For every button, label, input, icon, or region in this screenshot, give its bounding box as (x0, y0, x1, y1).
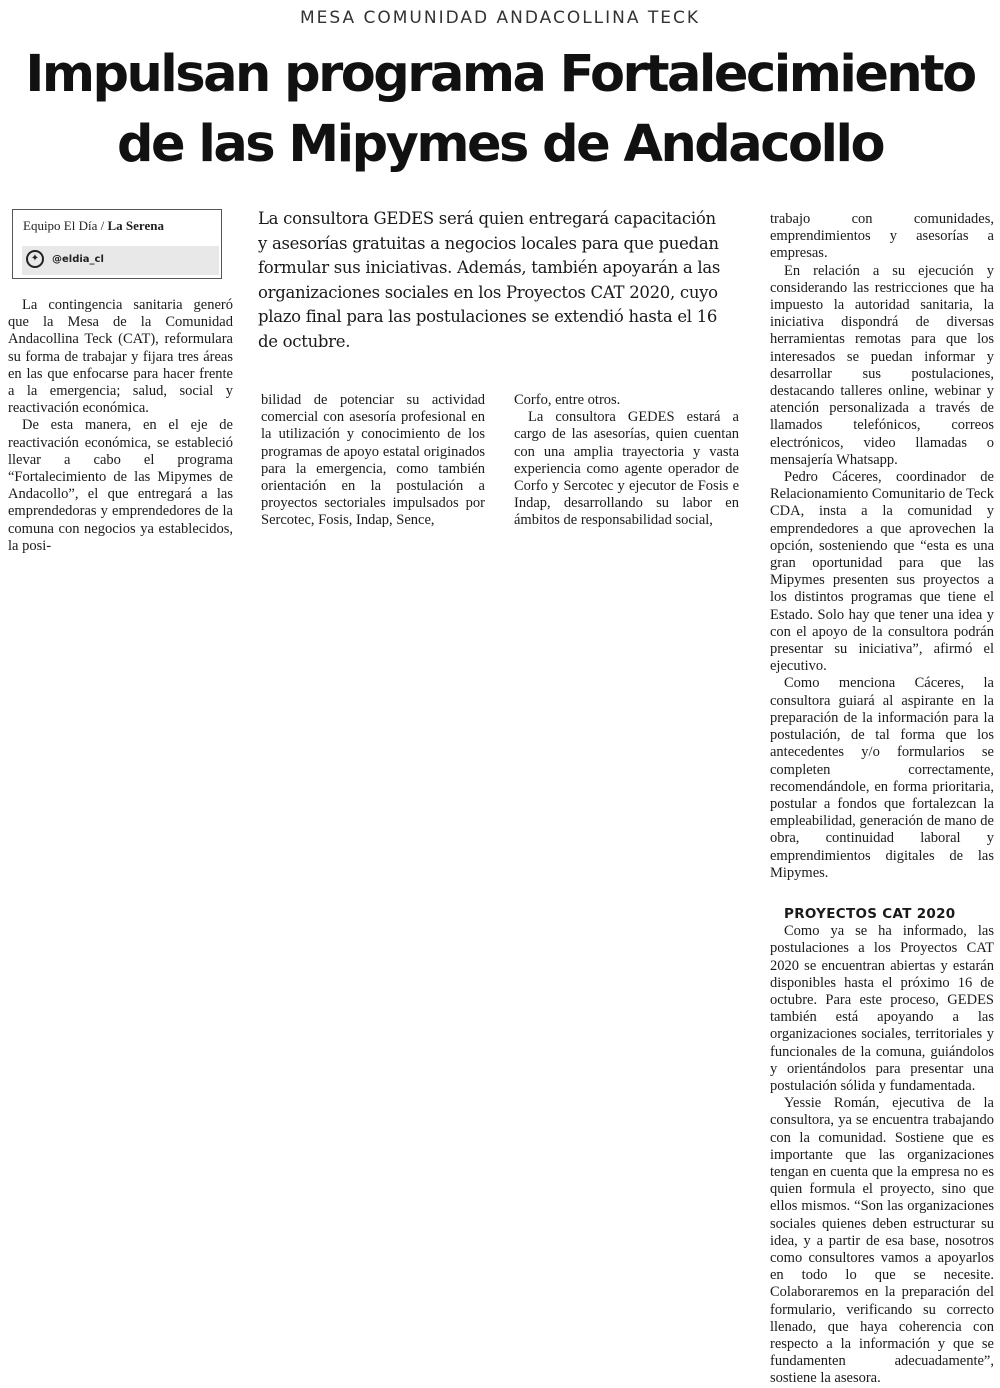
social-bar (22, 246, 219, 275)
body-column-1 (8, 297, 233, 555)
body-paragraph: En relación a su ejecución y considerando las restricciones que ha impuesto la autoridad sanitaria, la iniciativa dispondrá de diversas herramientas remotas para que los interesados se puedan informar y desarrollar sus postulaciones, destacando talleres online, webinar y atención personalizada a través de llamados telefónicos, correos electrónicos, video llamadas o mensajería Whatsapp. (770, 262, 994, 468)
lead-paragraph: La consultora GEDES será quien entregará capacitación y asesorías gratuitas a negocios locales para que puedan formular sus iniciativas. Además, también apoyarán a las organizaciones sociales en los Proyectos CAT 2020, cuyo plazo final para las postulaciones se extendió hasta el 16 de octubre. (258, 209, 721, 351)
body-paragraph: Como menciona Cáceres, la consultora guiará al aspirante en la preparación de la información para la postulación, de tal forma que los antecedentes y/o formularios se completen correctamente, recomendándole, en forma prioritaria, postular a fondos que fortalezcan la empleabilidad, generación de mano de obra, continuidad laboral y emprendimientos digitales de las Mipymes. (770, 675, 994, 881)
body-column-2 (261, 392, 485, 530)
body-paragraph: Pedro Cáceres, coordinador de Relacionamiento Comunitario de Teck CDA, insta a la comunidad y emprendedores a que aprovechen la opción, sosteniendo que “esta es una gran oportunidad para que las Mipymes presenten sus proyectos a los distintos programas que tiene el Estado. Solo hay que tener una idea y con el apoyo de la consultora podrán presentar su iniciativa”, afirmó el ejecutivo. (770, 469, 994, 675)
kicker: MESA COMUNIDAD ANDACOLLINA TECK (299, 8, 701, 28)
body-column-3 (514, 392, 739, 530)
body-paragraph: Yessie Román, ejecutiva de la consultora, ya se encuentra trabajando con la comunidad. Sostiene que es importante que las organizaciones tengan en cuenta que la empresa no es quien formula el proyecto, sino que ellos mismos. “Son las organizaciones sociales quienes deben estructurar su idea, y a partir de esa base, nosotros como consultores vamos a apoyarlos en todo lo que se necesite. Colaboraremos en la preparación del formulario, verificando su correcto llenado, que haya coherencia con respecto a la información y que se fundamenten adecuadamente”, sostiene la asesora. (770, 1095, 994, 1387)
body-paragraph: bilidad de potenciar su actividad comercial con asesoría profesional en la utilización y conocimiento de los programas de apoyo estatal originados para la emergencia, como también orientación en la postulación a proyectos sectoriales impulsados por Sercotec, Fosis, Indap, Sence, (261, 392, 485, 529)
twitter-handle[interactable]: @eldia_cl (52, 254, 104, 265)
byline-author: Equipo El Día (23, 218, 98, 233)
body-paragraph: De esta manera, en el eje de reactivación económica, se estableció llevar a cabo el programa “Fortalecimiento de las Mipymes de Andacollo”, el que entregará a las emprendedoras y emprendedores de la comuna con negocios ya establecidos, la posi- (8, 417, 233, 554)
body-paragraph: La contingencia sanitaria generó que la Mesa de la Comunidad Andacollina Teck (CAT), reformulara su forma de trabajar y fijara tres áreas en las que enfocarse para hacer frente a la emergencia; salud, social y reactivación económica. (8, 297, 233, 417)
section-subhead: PROYECTOS CAT 2020 (784, 905, 956, 922)
byline-location: La Serena (107, 218, 164, 233)
headline-line-2: de las Mipymes de Andacollo (116, 115, 883, 174)
body-paragraph: Como ya se ha informado, las postulaciones a los Proyectos CAT 2020 se encuentran abiertas y estarán disponibles hasta el próximo 16 de octubre. Para este proceso, GEDES también está apoyando a las organizaciones sociales, territoriales y funcionales de la comuna, guiándolos y orientándolos para presentar una postulación sólida y fundamentada. (770, 923, 994, 1094)
byline-separator: / (100, 218, 105, 233)
body-paragraph: La consultora GEDES estará a cargo de las asesorías, quien cuentan con una amplia trayectoria y vasta experiencia como agente operador de Corfo y Sercotec y ejecutor de Fosis e Indap, desarrollando su labor en ámbitos de responsabilidad social, (514, 409, 739, 529)
body-column-4 (770, 211, 994, 1388)
body-paragraph: trabajo con comunidades, emprendimientos y asesorías a empresas. (770, 211, 994, 262)
body-paragraph: Corfo, entre otros. (514, 392, 621, 408)
headline (0, 40, 1000, 180)
headline-line-1: Impulsan programa Fortalecimiento (25, 45, 975, 104)
byline-text (23, 218, 164, 234)
byline-box (12, 209, 222, 279)
twitter-icon: ✦ (26, 250, 44, 268)
